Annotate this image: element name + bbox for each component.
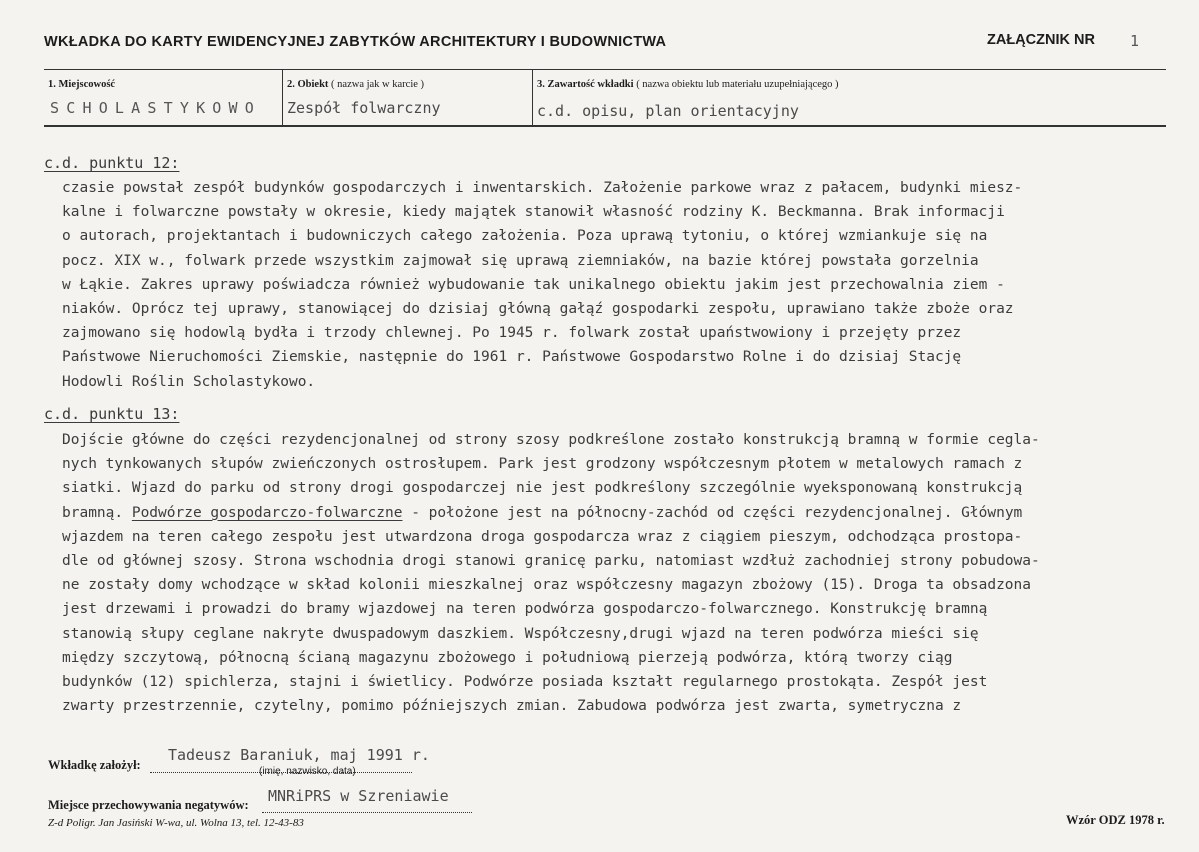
locality-value: SCHOLASTYKOWO — [50, 99, 261, 117]
author-hint: (imię, nazwisko, data) — [259, 766, 356, 777]
negatives-value: MNRiPRS w Szreniawie — [268, 787, 449, 805]
text-line: nych tynkowanych słupów zwieńczonych ostrosłupem. Park jest grodzony współczesnym płotem w metalowych ramach z — [62, 456, 1023, 473]
text-line: Dojście główne do części rezydencjonalnej od strony szosy podkreślone zostało konstrukcją bramną w formie cegla- — [62, 432, 1040, 448]
text-line: dle od głównej szosy. Strona wschodnia drogi stanowi granicę parku, natomiast wzdłuż zachodniej strony pobudowa- — [62, 553, 1040, 570]
text-line: o autorach, projektantach i budowniczych całego założenia. Poza uprawą tytoniu, o której wzmiankuje się na — [62, 228, 988, 245]
negatives-dotted-line — [262, 812, 472, 813]
section-12-text — [62, 176, 1182, 394]
text-line: ne zostały domy wchodzące w skład kolonii mieszkalnej oraz współczesny magazyn zbożowy (15). Droga ta obsadzona — [62, 577, 1032, 594]
form-code: Wzór ODZ 1978 r. — [1066, 813, 1165, 827]
contents-value: c.d. opisu, plan orientacyjny — [537, 102, 799, 120]
text-line: kalne i folwarczne powstały w okresie, kiedy majątek stanowił własność rodziny K. Beckmanna. Brak informacji — [62, 204, 1005, 221]
text-line: stanowią słupy ceglane nakryte dwuspadowym daszkiem. Współczesny,drugi wjazd na teren podwórza mieści się — [62, 625, 979, 642]
text-line: w Łąkie. Zakres uprawy poświadcza również wybudowanie tak unikalnego obiektu jakim jest przechowalnia ziem - — [62, 276, 1005, 293]
courtyard-term: Podwórze gospodarczo-folwarczne — [131, 504, 403, 521]
printer-imprint: Z-d Poligr. Jan Jasiński W-wa, ul. Wolna 13, tel. 12-43-83 — [48, 817, 304, 829]
text-line: budynków (12) spichlerza, stajni i świetlicy. Podwórze posiada kształt regularnego prostokąta. Zespół jest — [62, 674, 988, 691]
form-title: WKŁADKA DO KARTY EWIDENCYJNEJ ZABYTKÓW ARCHITEKTURY I BUDOWNICTWA — [44, 34, 667, 50]
text-line: zajmowano się hodowlą bydła i trzody chlewnej. Po 1945 r. folwark został upaństwowiony i przejęty przez — [62, 325, 962, 342]
field-divider-2 — [532, 69, 533, 126]
annex-label: ZAŁĄCZNIK NR — [987, 32, 1095, 48]
field-divider-1 — [282, 69, 283, 126]
text-line: niaków. Oprócz tej uprawy, stanowiącej do dzisiaj główną gałąź gospodarki zespołu, uprawiano także zboże oraz — [62, 301, 1014, 318]
section-12-heading: c.d. punktu 12: — [44, 154, 180, 172]
author-value: Tadeusz Baraniuk, maj 1991 r. — [168, 746, 430, 764]
text-line: Hodowli Roślin Scholastykowo. — [62, 373, 316, 390]
annex-number: 1 — [1130, 32, 1140, 50]
contents-label: 3. Zawartość wkładki ( nazwa obiektu lub materiału uzupełniającego ) — [537, 79, 839, 90]
text-line: siatki. Wjazd do parku od strony drogi gospodarczej nie jest podkreślony szczególnie wyeksponowaną konstrukcją — [62, 480, 1023, 497]
author-label: Wkładkę założył: — [48, 758, 141, 772]
negatives-label: Miejsce przechowywania negatywów: — [48, 798, 249, 812]
field-box-top-border — [44, 69, 1166, 70]
text-line: pocz. XIX w., folwark przede wszystkim zajmował się uprawą ziemniaków, na bazie której powstała gorzelnia — [62, 252, 979, 269]
text-line: jest drzewami i prowadzi do bramy wjazdowej na teren podwórza gospodarczo-folwarcznego. Konstrukcję bramną — [62, 601, 988, 618]
locality-label: 1. Miejscowość — [48, 79, 116, 90]
section-13-heading: c.d. punktu 13: — [44, 405, 180, 423]
text-line: między szczytową, północną ścianą magazynu zbożowego i południową pierzeją podwórza, którą tworzy ciąg — [62, 649, 953, 666]
text-line: wjazdem na teren całego zespołu jest utwardzona droga gospodarcza wraz z ciągiem pieszym, odchodząca prostopa- — [62, 528, 1023, 545]
object-value: Zespół folwarczny — [287, 99, 441, 117]
text-line: Państwowe Nieruchomości Ziemskie, następnie do 1961 r. Państwowe Gospodarstwo Rolne i do dzisiaj Stację — [62, 349, 962, 366]
text-line: zwarty przestrzennie, czytelny, pomimo późniejszych zmian. Zabudowa podwórza jest zwarta, symetryczna z — [62, 698, 962, 715]
section-13-text — [62, 428, 1192, 718]
object-label: 2. Obiekt ( nazwa jak w karcie ) — [287, 79, 425, 90]
text-line: czasie powstał zespół budynków gospodarczych i inwentarskich. Założenie parkowe wraz z pałacem, budynki miesz- — [62, 180, 1023, 196]
text-line: bramną. Podwórze gospodarczo-folwarczne - położone jest na północny-zachód od części rezydencjonalnej. Głównym — [62, 504, 1023, 521]
field-box-bottom-border — [44, 125, 1166, 127]
